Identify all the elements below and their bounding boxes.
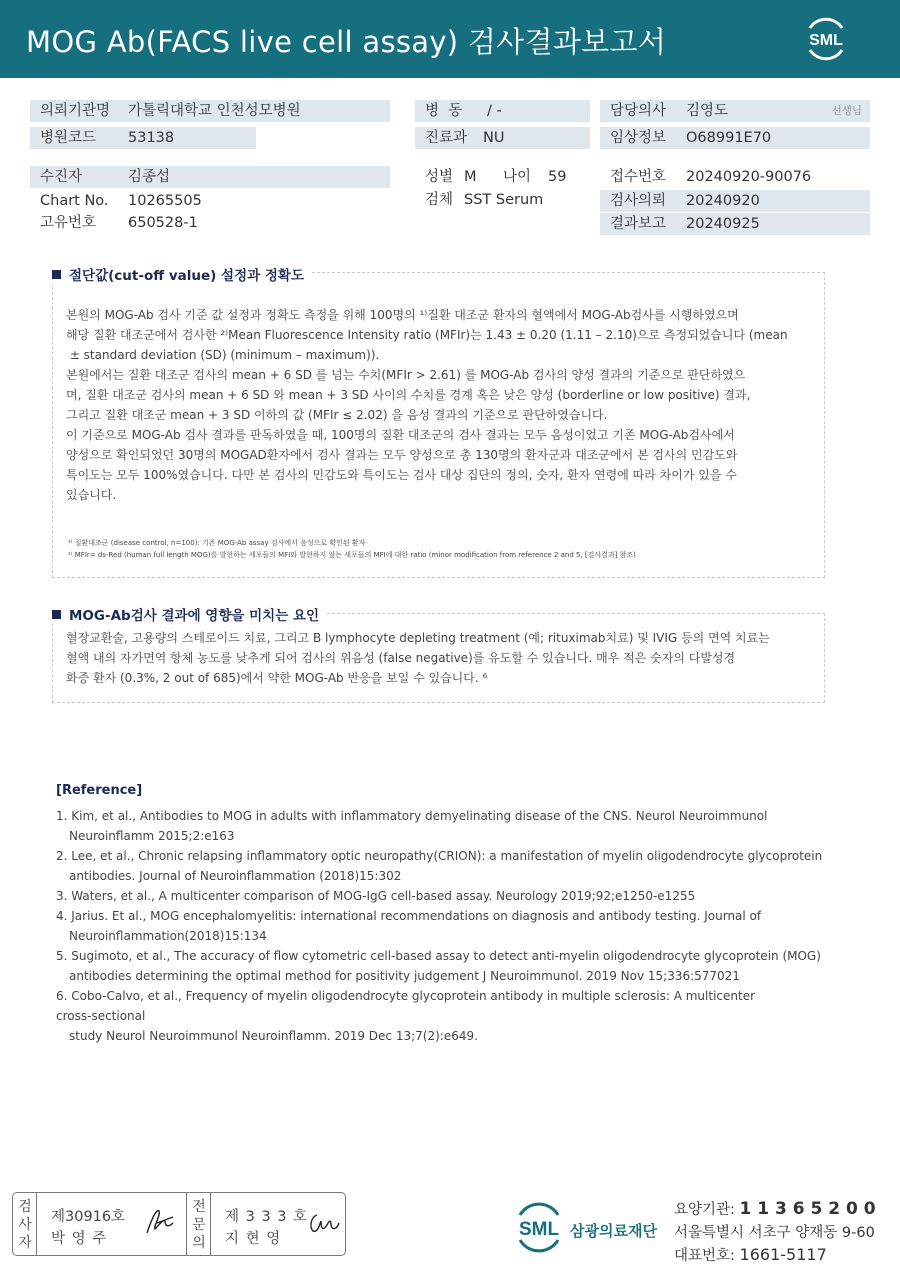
care-institution-line (674, 1198, 876, 1219)
examiner-label-char: 사 (18, 1217, 32, 1233)
reference-line: Neuroinflammation(2018)15:134 (69, 929, 267, 943)
report-title: MOG Ab(FACS live cell assay) 검사결과보고서 (26, 25, 667, 59)
reference-title: [Reference] (56, 783, 143, 798)
cutoff-line: 있습니다. (66, 488, 117, 502)
cutoff-line: 본원에서는 질환 대조군 검사의 mean + 6 SD 를 넘는 수치(MFIr > 2.61) 를 MOG-Ab 검사의 양성 결과의 기준으로 판단하였으 (66, 368, 746, 382)
examiner-license-no: 제30916호 (51, 1209, 126, 1225)
cutoff-section-title-text: 절단값(cut-off value) 설정과 정확도 (69, 268, 304, 284)
doctor-field (600, 100, 870, 122)
phone-value: 1661-5117 (739, 1245, 827, 1264)
doctor-suffix: 선생님 (831, 105, 862, 117)
sml-footer-logo-icon (510, 1200, 568, 1254)
cutoff-line: 본원의 MOG-Ab 검사 기준 값 설정과 정확도 측정을 위해 100명의 ¹⁾질환 대조군 환자의 혈액에서 MOG-Ab검사를 시행하였으며 (66, 308, 739, 322)
specialist-label-cell (187, 1193, 211, 1255)
hospital-code-label: 병원코드 (40, 130, 97, 146)
reference-line: study Neurol Neuroimmunol Neuroinflamm. 2019 Dec 13;7(2):e649. (69, 1029, 478, 1043)
address-line: 서울특별시 서초구 양재동 9-60 (674, 1225, 875, 1241)
chart-no-value: 10265505 (128, 193, 202, 209)
hospital-code-field (30, 127, 256, 149)
specialist-label-char: 의 (192, 1235, 206, 1251)
reference-line: 6. Cobo-Calvo, et al., Frequency of myelin oligodendrocyte glycoprotein antibody in multiple sclerosis: A multicenter (56, 989, 756, 1003)
factors-line: 화증 환자 (0.3%, 2 out of 685)에서 약한 MOG-Ab 반응을 보일 수 있습니다. ⁶ (66, 671, 488, 685)
phone-label: 대표번호: (674, 1248, 740, 1264)
factors-section-title-text: MOG-Ab검사 결과에 영향을 미치는 요인 (69, 608, 320, 624)
svg-text:SML: SML (518, 1219, 560, 1240)
factors-line: 혈액 내의 자가면역 항체 농도를 낮추게 되어 검사의 위음성 (false negative)를 유도할 수 있습니다. 매우 적은 숫자의 다발성경 (66, 651, 736, 665)
signature-stamp (12, 1192, 346, 1256)
care-institution-label: 요양기관: (674, 1202, 740, 1218)
specimen-value: SST Serum (464, 192, 544, 208)
report-date-value: 20240925 (686, 216, 760, 232)
reference-line: antibodies. Journal of Neuroinflammation (2018)15:302 (69, 869, 402, 883)
cutoff-line: 양성으로 확인되었던 30명의 MOGAD환자에서 검사 결과는 모두 양성으로 총 130명의 환자군과 대조군에서 본 검사의 민감도와 (66, 448, 738, 462)
specialist-label-char: 문 (192, 1217, 206, 1233)
examiner-name: 박 영 주 (51, 1231, 108, 1247)
hospital-code-value: 53138 (128, 130, 175, 146)
institution-label: 의뢰기관명 (40, 103, 111, 119)
dept-label: 진료과 (425, 130, 468, 146)
sex-label: 성별 (425, 169, 454, 185)
dept-value: NU (483, 130, 505, 146)
cutoff-line: 해당 질환 대조군에서 검사한 ²⁾Mean Fluorescence Intensity ratio (MFIr)는 1.43 ± 0.20 (1.11 – 2.10)으로 측정되었습니다 (mean (66, 328, 788, 342)
chart-no-field (30, 190, 390, 212)
reference-line: 5. Sugimoto, et al., The accuracy of flow cytometric cell-based assay to detect anti-myelin oligodendrocyte glycoprotein (MOG) (56, 949, 821, 963)
request-date-value: 20240920 (686, 193, 760, 209)
receipt-label: 접수번호 (610, 169, 667, 185)
doctor-label: 담당의사 (610, 103, 667, 119)
age-label: 나이 (503, 169, 532, 185)
reference-line: 2. Lee, et al., Chronic relapsing inflammatory optic neuropathy(CRION): a manifestation of myelin oligodendrocyte glycoprotein (56, 849, 823, 863)
specialist-name: 지 현 영 (225, 1231, 282, 1247)
ward-label: 병 동 (425, 103, 463, 119)
cutoff-line: 특이도는 모두 100%였습니다. 다만 본 검사의 민감도와 특이도는 검사 대상 집단의 정의, 숫자, 환자 연령에 따라 차이가 있을 수 (66, 468, 737, 482)
sex-value: M (464, 169, 477, 185)
cutoff-paragraph (66, 305, 818, 505)
doctor-value: 김영도 (686, 103, 729, 119)
specimen-field (415, 189, 590, 211)
clinical-field (600, 127, 870, 149)
sml-logo-icon (800, 14, 852, 62)
ward-value: / - (487, 103, 502, 119)
report-header (0, 0, 900, 78)
reference-line: cross-sectional (56, 1009, 146, 1023)
report-date-field (600, 213, 870, 235)
examiner-label-char: 자 (18, 1235, 32, 1251)
chart-no-label: Chart No. (40, 193, 109, 209)
reference-list (56, 806, 822, 1046)
ward-field (415, 100, 590, 122)
reference-line: Neuroinflamm 2015;2:e163 (69, 829, 235, 843)
unique-no-field (30, 212, 390, 234)
clinical-value: O68991E70 (686, 130, 772, 146)
phone-line (674, 1244, 827, 1265)
section-bullet-icon (52, 270, 61, 279)
svg-text:SML: SML (809, 32, 843, 49)
reference-line: antibodies determining the optimal method for positivity judgement J Neuroimmunol. 2019 Nov 15;336:577021 (69, 969, 740, 983)
specialist-cell (211, 1193, 345, 1255)
footnote-1: ¹⁾ 질환대조군 (disease control, n=100): 기존 MOG-Ab assay 검사에서 음성으로 확인된 환자 (68, 539, 366, 547)
request-date-field (600, 190, 870, 212)
specialist-label-char: 전 (192, 1199, 206, 1215)
age-value: 59 (548, 169, 567, 185)
factors-line: 혈장교환술, 고용량의 스테로이드 치료, 그리고 B lymphocyte depleting treatment (예; rituximab치료) 및 IVIG 등의 면역 치료는 (66, 631, 770, 645)
unique-no-value: 650528-1 (128, 215, 198, 231)
cutoff-line: ± standard deviation (SD) (minimum – maximum)). (66, 348, 380, 362)
receipt-value: 20240920-90076 (686, 169, 812, 185)
patient-value: 김종섭 (128, 169, 171, 185)
reference-line: 1. Kim, et al., Antibodies to MOG in adults with inflammatory demyelinating disease of the CNS. Neurol Neuroimmunol (56, 809, 768, 823)
examiner-label-char: 검 (18, 1199, 32, 1215)
examiner-cell (37, 1193, 187, 1255)
unique-no-label: 고유번호 (40, 215, 97, 231)
cutoff-line: 그리고 질환 대조군 mean + 3 SD 이하의 값 (MFIr ≤ 2.02) 을 음성 결과의 기준으로 판단하였습니다. (66, 408, 608, 422)
specimen-label: 검체 (425, 192, 454, 208)
clinical-label: 임상정보 (610, 130, 667, 146)
institution-field (30, 100, 390, 122)
factors-paragraph (66, 628, 818, 688)
footnote-2: ²⁾ MFIr= ds-Red (human full length MOG)를 발현하는 세포들의 MFI와 발현하지 않는 세포들의 MFI에 대한 ratio (minor modification from reference 2 and 5, [검사결과] 참조) (68, 551, 636, 559)
sex-age-field (415, 166, 590, 188)
factors-section-title (52, 604, 327, 624)
care-institution-no: 1 1 3 6 5 2 0 0 (739, 1199, 876, 1219)
reference-line: 4. Jarius. Et al., MOG encephalomyelitis: international recommendations on diagnosis and antibody testing. Journal of (56, 909, 762, 923)
specialist-license-no: 제 3 3 3 호 (225, 1209, 309, 1225)
cutoff-line: 이 기준으로 MOG-Ab 검사 결과를 판독하였을 때, 100명의 질환 대조군의 검사 결과는 모두 음성이었고 기존 MOG-Ab검사에서 (66, 428, 735, 442)
examiner-signature-icon (143, 1205, 179, 1239)
request-date-label: 검사의뢰 (610, 193, 667, 209)
patient-label: 수진자 (40, 169, 83, 185)
dept-field (415, 127, 590, 149)
receipt-field (600, 166, 870, 188)
section-bullet-icon (52, 610, 61, 619)
report-date-label: 결과보고 (610, 216, 667, 232)
specialist-signature-icon (305, 1205, 343, 1239)
patient-field (30, 166, 390, 188)
cutoff-line: 며, 질환 대조군 검사의 mean + 6 SD 와 mean + 3 SD 사이의 수치를 경계 혹은 낮은 양성 (borderline or low positive) 결과, (66, 388, 751, 402)
examiner-label-cell (13, 1193, 37, 1255)
reference-line: 3. Waters, et al., A multicenter comparison of MOG-IgG cell-based assay. Neurology 2019;92;e1250-e1255 (56, 889, 696, 903)
foundation-name: 삼광의료재단 (570, 1222, 657, 1240)
cutoff-section-title (52, 264, 312, 284)
institution-value: 가톨릭대학교 인천성모병원 (128, 103, 301, 119)
